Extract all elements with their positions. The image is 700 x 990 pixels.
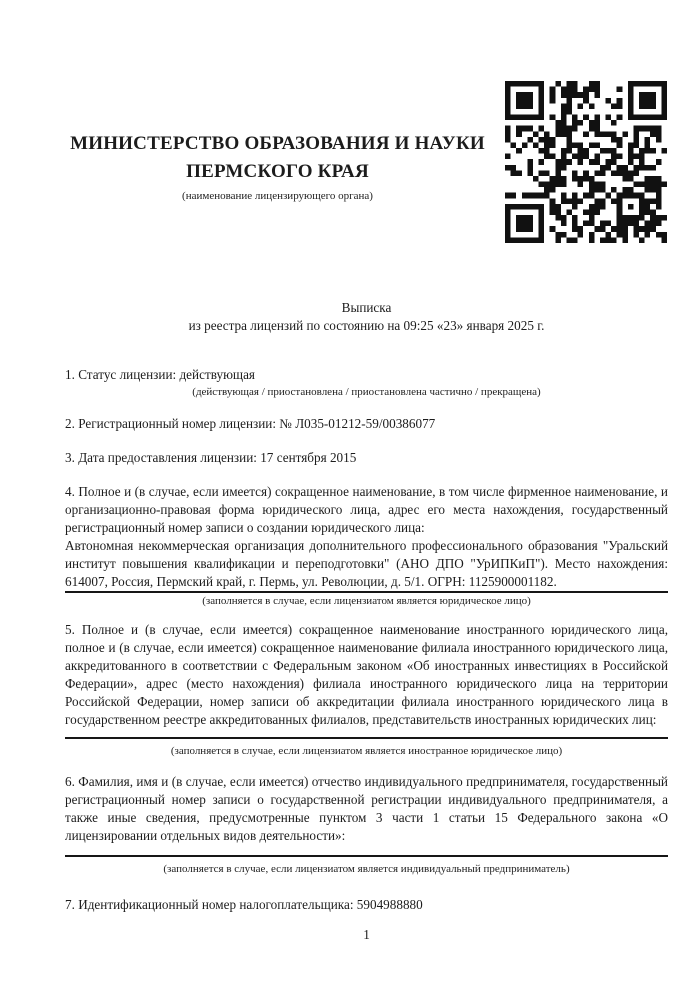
page-number: 1 — [363, 927, 370, 942]
item-6-label: 6. Фамилия, имя и (в случае, если имеется) отчество индивидуального предпринимателя, государственный регистрационный номер записи о государственной регистрации индивидуального предпринимателя, а также иные сведения, предусмотренные пунктом 3 части 1 статьи 15 Федерального закона «О лицензировании отдельных видов деятельности»: — [65, 774, 668, 843]
item-5-blank-field — [65, 737, 668, 739]
item-4-note: (заполняется в случае, если лицензиатом является юридическое лицо) — [202, 595, 531, 607]
item-6-blank-field — [65, 855, 668, 857]
item-5-label: 5. Полное и (в случае, если имеется) сокращенное наименование иностранного юридического лица, полное и (в случае, если имеется) сокращенное наименование филиала иностранного юридического лица, аккредитованного в соответствии с Федеральным законом «Об иностранных инвестициях в Российской Федерации», адрес (место нахождения) филиала иностранного юридического лица на территории Российской Федерации, номер записи об аккредитации филиала иностранного юридического лица в государственном реестре аккредитованных филиалов, представительств иностранных юридических лиц: — [65, 622, 668, 727]
licensing-authority-name-line1: МИНИСТЕРСТВО ОБРАЗОВАНИЯ И НАУКИ — [70, 133, 485, 154]
document-body — [65, 366, 668, 944]
licensing-authority-block — [65, 130, 490, 203]
item-2-registration-number: 2. Регистрационный номер лицензии: № Л035-01212-59/00386077 — [65, 416, 436, 431]
licensing-authority-caption: (наименование лицензирующего органа) — [182, 190, 373, 202]
item-7-taxpayer-number: 7. Идентификационный номер налогоплательщика: 5904988880 — [65, 897, 423, 912]
item-1-license-status: 1. Статус лицензии: действующая — [65, 367, 256, 382]
item-4-label: 4. Полное и (в случае, если имеется) сокращенное наименование, в том числе фирменное наименование, и организационно-правовая форма юридического лица, адрес его места нахождения, государственный регистрационный номер записи о создании юридического лица: — [65, 484, 668, 535]
item-4-licensee-value: Автономная некоммерческая организация дополнительного профессионального образования "Уральский институт повышения квалификации и переподготовки" (АНО ДПО "УрИПКиП"). Место нахождения: 614007, Россия, Пермский край, г. Пермь, ул. Революции, д. 5/1. ОГРН: 1125900001182. — [65, 537, 668, 593]
item-5-note: (заполняется в случае, если лицензиатом является иностранное юридическое лицо) — [170, 745, 563, 757]
document-title-line2: из реестра лицензий по состоянию на 09:25 «23» января 2025 г. — [188, 318, 545, 333]
document-title — [65, 299, 668, 335]
licensing-authority-name-line2: ПЕРМСКОГО КРАЯ — [186, 161, 369, 182]
item-6-note: (заполняется в случае, если лицензиатом является индивидуальный предприниматель) — [163, 863, 570, 875]
item-1-note: (действующая / приостановлена / приостановлена частично / прекращена) — [192, 386, 541, 398]
document-title-line1: Выписка — [341, 300, 392, 315]
item-3-license-date: 3. Дата предоставления лицензии: 17 сентября 2015 — [65, 450, 357, 465]
qr-code-icon — [505, 81, 667, 243]
